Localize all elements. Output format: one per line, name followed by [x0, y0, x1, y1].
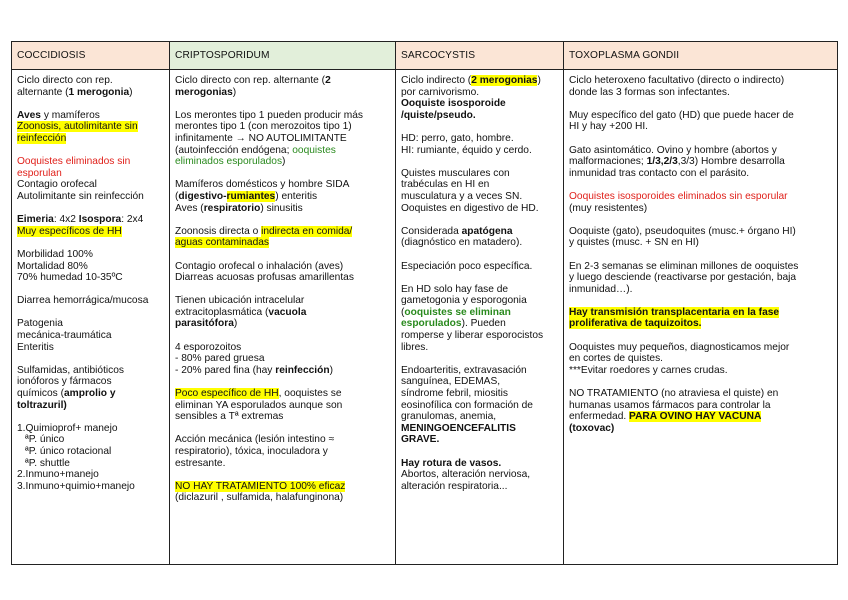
text-line: Los merontes tipo 1 pueden producir más: [175, 109, 364, 121]
text-line: Sulfamidas, antibióticos: [17, 364, 125, 376]
text-line: Ooquiste isosporoide: [401, 98, 506, 110]
text-line: aguas contaminadas: [175, 237, 270, 249]
text-line: libres.: [401, 341, 429, 353]
text-line: merontes tipo 1 (con merozoitos tipo 1): [175, 121, 352, 133]
text-line: Abortos, alteración nerviosa,: [401, 469, 531, 481]
text-line: infinitamente → NO AUTOLIMITANTE: [175, 132, 347, 144]
text-line: Diarrea hemorrágica/mucosa: [17, 295, 149, 307]
text-line: Aves (respiratorio) sinusitis: [175, 202, 303, 214]
text-line: Gato asintomático. Ovino y hombre (abortos y: [569, 144, 777, 156]
text-line: síndrome febril, miositis: [401, 388, 508, 400]
text-line: MENINGOENCEFALITIS: [401, 422, 516, 434]
text-line: NO HAY TRATAMIENTO 100% eficaz: [175, 480, 346, 492]
text-line: - 20% pared fina (hay reinfección): [175, 364, 333, 376]
text-line: inmunidad tras contacto con el parásito.: [569, 167, 750, 179]
text-line: Muy específicos de HH: [17, 225, 122, 237]
text-line: alternante (1 merogonia): [17, 86, 133, 98]
text-line: gametogonia y esporogonia: [401, 295, 527, 307]
text-line: humanas usamos fármacos para controlar la: [569, 399, 771, 411]
text-line: (autoinfección endógena; ooquistes: [175, 144, 336, 156]
text-line: y quistes (musc. + SN en HI): [569, 237, 699, 249]
text-line: proliferativa de taquizoitos.: [569, 318, 702, 330]
comparison-table-sheet: [11, 41, 837, 564]
text-line: ionóforos y fármacos: [17, 376, 112, 388]
text-line: Muy específico del gato (HD) que puede hacer de: [569, 109, 794, 121]
text-line: eosinofílica con formación de: [401, 399, 533, 411]
text-line: Ooquistes en digestivo de HD.: [401, 202, 539, 214]
text-line: En HD solo hay fase de: [401, 283, 509, 295]
text-line: Poco específico de HH, ooquistes se: [175, 388, 342, 400]
text-line: Contagio orofecal: [17, 179, 97, 191]
text-line: (diagnóstico en matadero).: [401, 237, 523, 249]
text-line: 1.Quimioprof+ manejo: [17, 422, 118, 434]
text-line: 70% humedad 10-35ºC: [17, 272, 123, 284]
text-line: Hay rotura de vasos.: [401, 457, 502, 469]
text-line: donde las 3 formas son infectantes.: [569, 86, 730, 98]
text-line: Ciclo directo con rep. alternante (2: [175, 75, 331, 86]
text-line: romperse y liberar esporocistos: [401, 330, 544, 342]
text-line: Ooquiste (gato), pseudoquites (musc.+ órgano HI): [569, 225, 796, 237]
text-line: en cortes de quistes.: [569, 353, 664, 365]
text-line: por carnivorismo.: [401, 86, 480, 98]
text-line: - 80% pared gruesa: [175, 353, 265, 365]
text-line: Hay transmisión transplacentaria en la fase: [569, 306, 780, 318]
header-criptosporidum: CRIPTOSPORIDUM: [170, 42, 396, 70]
text-line: Especiación poco específica.: [401, 260, 533, 272]
text-line: Eimeria: 4x2 Isospora: 2x4: [17, 214, 144, 226]
text-line: Tienen ubicación intracelular: [175, 295, 305, 307]
header-coccidiosis: COCCIDIOSIS: [12, 42, 170, 70]
text-line: Mamíferos domésticos y hombre SIDA: [175, 179, 350, 191]
text-line: Ooquistes isosporoides eliminados sin esporular: [569, 190, 788, 202]
text-line: Ciclo indirecto (2 merogonias): [401, 75, 541, 86]
text-line: GRAVE.: [401, 434, 440, 446]
text-line: sensibles a Tª extremas: [175, 411, 284, 423]
parasite-comparison-table: [11, 41, 838, 565]
text-line: Considerada apatógena: [401, 225, 513, 237]
cell-sarcocystis: [396, 70, 564, 565]
text-line: enfermedad. PARA OVINO HAY VACUNA: [569, 411, 762, 423]
text-line: reinfección: [17, 132, 67, 144]
text-line: Ooquistes muy pequeños, diagnosticamos mejor: [569, 341, 790, 353]
cell-toxoplasma: [564, 70, 838, 565]
text-line: toltrazuril): [17, 399, 67, 411]
text-line: Morbilidad 100%: [17, 248, 93, 260]
cell-coccidiosis: [12, 70, 170, 565]
text-line: respiratorio), tóxica, inoculadora y: [175, 446, 328, 457]
text-line: esporulados). Pueden: [401, 318, 506, 330]
text-line: alteración respiratoria...: [401, 480, 508, 492]
text-line: granulomas, anemia,: [401, 411, 497, 423]
text-line: Ciclo directo con rep.: [17, 75, 113, 86]
text-line: ªP. shuttle: [25, 457, 70, 469]
text-line: HD: perro, gato, hombre.: [401, 132, 514, 144]
text-line: (digestivo-rumiantes) enteritis: [175, 190, 318, 202]
header-toxoplasma: TOXOPLASMA GONDII: [564, 42, 838, 70]
text-line: En 2-3 semanas se eliminan millones de ooquistes: [569, 260, 799, 272]
text-line: eliminados esporulados): [175, 156, 286, 168]
header-row: [12, 42, 838, 70]
text-line: químicos (amprolio y: [17, 388, 116, 400]
text-line: Autolimitante sin reinfección: [17, 190, 144, 202]
text-line: Endoarteritis, extravasación: [401, 364, 527, 376]
text-line: NO TRATAMIENTO (no atraviesa el quiste) en: [569, 388, 779, 400]
text-line: merogonias): [175, 86, 237, 98]
text-line: esporulan: [17, 167, 62, 179]
text-line: malformaciones; 1/3,2/3,3/3) Hombre desarrolla: [569, 156, 785, 168]
text-line: sanguínea, EDEMAS,: [401, 376, 501, 388]
text-line: Zoonosis, autolimitante sin: [17, 121, 138, 133]
text-line: Mortalidad 80%: [17, 260, 88, 272]
text-line: 3.Inmuno+quimio+manejo: [17, 480, 135, 492]
text-line: Quistes musculares con: [401, 167, 510, 179]
body-row: [12, 70, 838, 565]
text-line: Contagio orofecal o inhalación (aves): [175, 260, 344, 272]
text-line: estresante.: [175, 457, 226, 469]
text-line: parasitófora): [175, 318, 238, 330]
text-line: inmunidad…).: [569, 283, 633, 295]
text-line: (ooquistes se eliminan: [401, 306, 511, 318]
text-line: eliminan YA esporulados aunque son: [175, 399, 343, 411]
text-line: Enteritis: [17, 341, 54, 353]
text-line: Zoonosis directa o indirecta en comida/: [175, 225, 353, 237]
text-line: y luego desciende (reactivarse por gestación, baja: [569, 272, 797, 284]
text-line: Ooquistes eliminados sin: [17, 156, 131, 168]
text-line: Diarreas acuosas profusas amarillentas: [175, 272, 354, 284]
text-line: extracitoplasmática (vacuola: [175, 306, 307, 318]
text-line: HI y hay +200 HI.: [569, 121, 648, 133]
text-line: mecánica-traumática: [17, 330, 112, 342]
text-line: ªP. único rotacional: [25, 446, 112, 457]
text-line: Acción mecánica (lesión intestino ≈: [175, 434, 335, 446]
text-line: 2.Inmuno+manejo: [17, 469, 99, 481]
text-line: 4 esporozoitos: [175, 341, 242, 353]
text-line: musculatura y a veces SN.: [401, 190, 523, 202]
text-line: HI: rumiante, équido y cerdo.: [401, 144, 532, 156]
text-line: /quiste/pseudo.: [401, 109, 476, 121]
text-line: Patogenia: [17, 318, 63, 330]
text-line: ***Evitar roedores y carnes crudas.: [569, 364, 728, 376]
header-sarcocystis: SARCOCYSTIS: [396, 42, 564, 70]
cell-criptosporidum: [170, 70, 396, 565]
text-line: ªP. único: [25, 434, 65, 446]
text-line: (muy resistentes): [569, 202, 648, 214]
text-line: Aves y mamíferos: [17, 109, 100, 121]
text-line: Ciclo heteroxeno facultativo (directo o indirecto): [569, 75, 785, 86]
text-line: (toxovac): [569, 422, 615, 434]
text-line: (diclazuril , sulfamida, halafunginona): [175, 492, 344, 504]
text-line: trabéculas en HI en: [401, 179, 490, 191]
